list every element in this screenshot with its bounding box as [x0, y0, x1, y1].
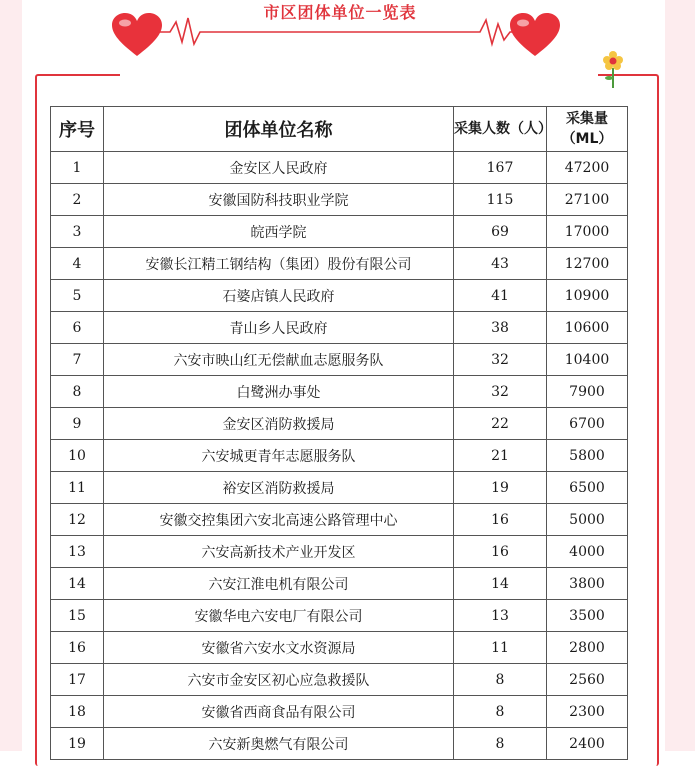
cell-volume: 10900 — [547, 280, 628, 312]
cell-index: 10 — [51, 440, 104, 472]
cell-index: 6 — [51, 312, 104, 344]
table-row — [51, 184, 628, 216]
cell-index: 16 — [51, 632, 104, 664]
table-row — [51, 152, 628, 184]
cell-volume: 10400 — [547, 344, 628, 376]
cell-people: 32 — [454, 376, 547, 408]
cell-name: 石婆店镇人民政府 — [104, 280, 454, 312]
cell-volume: 2800 — [547, 632, 628, 664]
cell-volume: 6700 — [547, 408, 628, 440]
table-row — [51, 664, 628, 696]
cell-people: 69 — [454, 216, 547, 248]
left-margin-stripe — [0, 0, 22, 751]
table-row — [51, 312, 628, 344]
cell-volume: 3500 — [547, 600, 628, 632]
cell-people: 167 — [454, 152, 547, 184]
header-people: 采集人数（人） — [454, 107, 547, 152]
cell-volume: 7900 — [547, 376, 628, 408]
cell-index: 13 — [51, 536, 104, 568]
table-row — [51, 440, 628, 472]
cell-name: 六安江淮电机有限公司 — [104, 568, 454, 600]
cell-volume: 5800 — [547, 440, 628, 472]
cell-name: 白鹭洲办事处 — [104, 376, 454, 408]
table-header-row — [51, 107, 628, 152]
cell-index: 15 — [51, 600, 104, 632]
right-margin-stripe — [665, 0, 695, 751]
cell-name: 安徽省六安水文水资源局 — [104, 632, 454, 664]
table-row — [51, 568, 628, 600]
cell-index: 5 — [51, 280, 104, 312]
cell-volume: 4000 — [547, 536, 628, 568]
cell-name: 安徽交控集团六安北高速公路管理中心 — [104, 504, 454, 536]
units-table — [50, 106, 628, 760]
cell-index: 12 — [51, 504, 104, 536]
cell-volume: 12700 — [547, 248, 628, 280]
cell-people: 43 — [454, 248, 547, 280]
cell-name: 安徽国防科技职业学院 — [104, 184, 454, 216]
cell-name: 金安区人民政府 — [104, 152, 454, 184]
cell-volume: 6500 — [547, 472, 628, 504]
cell-volume: 2400 — [547, 728, 628, 760]
cell-people: 8 — [454, 664, 547, 696]
cell-index: 3 — [51, 216, 104, 248]
table-body — [51, 152, 628, 760]
table-row — [51, 600, 628, 632]
cell-volume: 2560 — [547, 664, 628, 696]
cell-volume: 3800 — [547, 568, 628, 600]
table-row — [51, 536, 628, 568]
table-row — [51, 376, 628, 408]
cell-volume: 5000 — [547, 504, 628, 536]
header-name: 团体单位名称 — [104, 107, 454, 152]
cell-name: 六安新奥燃气有限公司 — [104, 728, 454, 760]
cell-people: 11 — [454, 632, 547, 664]
cell-volume: 10600 — [547, 312, 628, 344]
table-row — [51, 696, 628, 728]
table-row — [51, 632, 628, 664]
cell-people: 32 — [454, 344, 547, 376]
cell-index: 14 — [51, 568, 104, 600]
cell-index: 9 — [51, 408, 104, 440]
cell-name: 青山乡人民政府 — [104, 312, 454, 344]
cell-name: 安徽华电六安电厂有限公司 — [104, 600, 454, 632]
table-row — [51, 504, 628, 536]
cell-index: 19 — [51, 728, 104, 760]
cell-index: 1 — [51, 152, 104, 184]
table-row — [51, 472, 628, 504]
cell-people: 38 — [454, 312, 547, 344]
cell-people: 8 — [454, 728, 547, 760]
card-frame-gap — [120, 72, 598, 76]
cell-volume: 17000 — [547, 216, 628, 248]
cell-people: 16 — [454, 504, 547, 536]
cell-people: 14 — [454, 568, 547, 600]
table-row — [51, 728, 628, 760]
cell-index: 17 — [51, 664, 104, 696]
page-title: 市区团体单位一览表 — [263, 3, 417, 22]
header-index: 序号 — [51, 107, 104, 152]
header-volume: 采集量（ML） — [547, 107, 628, 152]
cell-people: 19 — [454, 472, 547, 504]
cell-volume: 27100 — [547, 184, 628, 216]
cell-index: 11 — [51, 472, 104, 504]
cell-name: 金安区消防救援局 — [104, 408, 454, 440]
cell-index: 8 — [51, 376, 104, 408]
table-row — [51, 408, 628, 440]
flower-icon — [602, 50, 624, 90]
cell-name: 裕安区消防救援局 — [104, 472, 454, 504]
table-row — [51, 344, 628, 376]
cell-people: 41 — [454, 280, 547, 312]
page-header — [100, 0, 580, 70]
table-row — [51, 280, 628, 312]
cell-name: 六安市金安区初心应急救援队 — [104, 664, 454, 696]
cell-index: 7 — [51, 344, 104, 376]
cell-volume: 47200 — [547, 152, 628, 184]
cell-name: 六安城更青年志愿服务队 — [104, 440, 454, 472]
cell-people: 16 — [454, 536, 547, 568]
cell-people: 13 — [454, 600, 547, 632]
table-row — [51, 216, 628, 248]
cell-name: 六安市映山红无偿献血志愿服务队 — [104, 344, 454, 376]
cell-name: 安徽省西商食品有限公司 — [104, 696, 454, 728]
cell-volume: 2300 — [547, 696, 628, 728]
cell-index: 4 — [51, 248, 104, 280]
cell-people: 8 — [454, 696, 547, 728]
cell-people: 21 — [454, 440, 547, 472]
cell-name: 六安高新技术产业开发区 — [104, 536, 454, 568]
cell-name: 安徽长江精工钢结构（集团）股份有限公司 — [104, 248, 454, 280]
cell-people: 115 — [454, 184, 547, 216]
cell-index: 18 — [51, 696, 104, 728]
cell-name: 皖西学院 — [104, 216, 454, 248]
cell-index: 2 — [51, 184, 104, 216]
table-row — [51, 248, 628, 280]
cell-people: 22 — [454, 408, 547, 440]
